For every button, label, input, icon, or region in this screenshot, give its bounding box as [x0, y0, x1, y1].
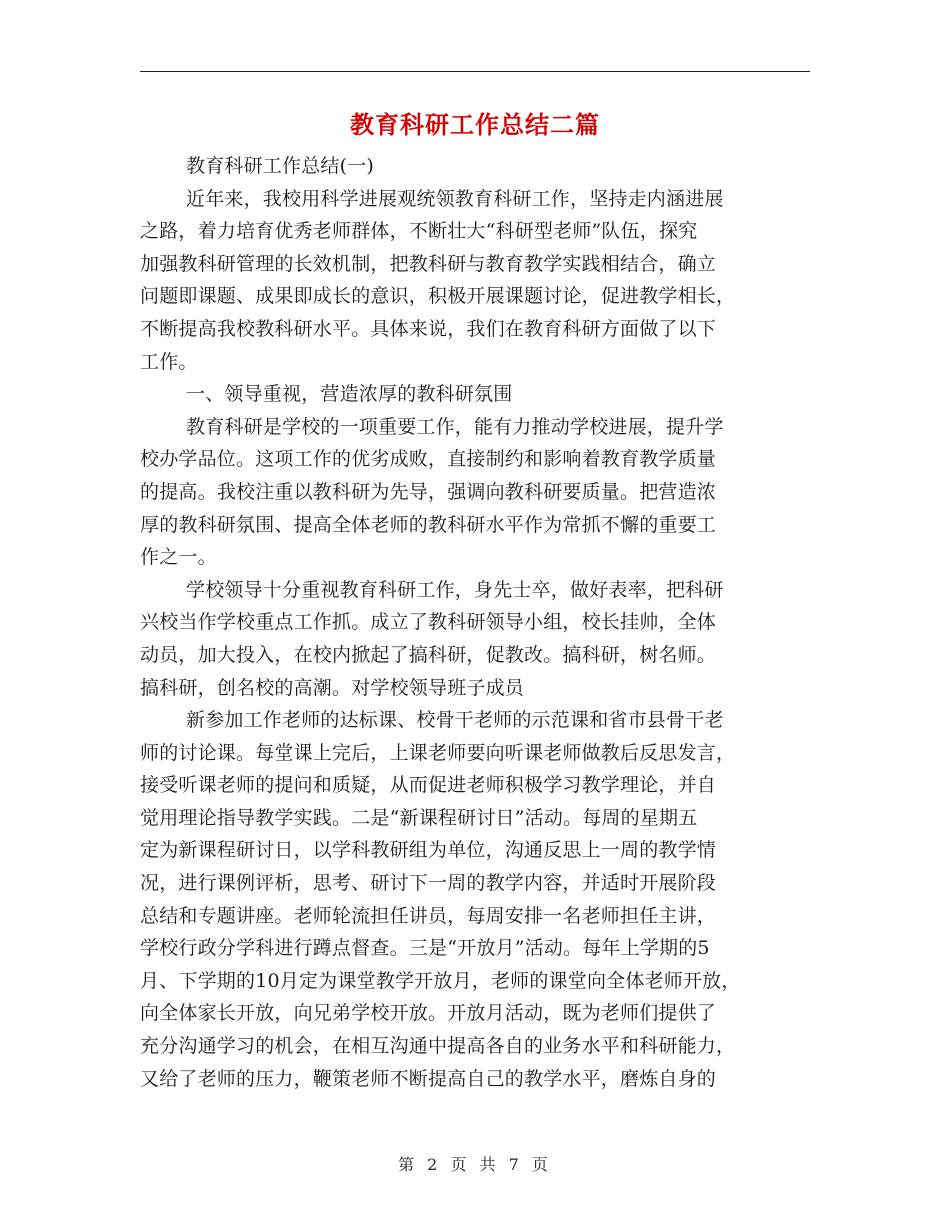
paragraph-line: 教育科研是学校的一项重要工作，能有力推动学校进展，提升学	[186, 415, 724, 438]
paragraph-line: 学校领导十分重视教育科研工作，身先士卒，做好表率，把科研	[186, 578, 724, 601]
paragraph-line: 新参加工作老师的达标课、校骨干老师的示范课和省市县骨干老	[186, 709, 724, 732]
paragraph-line: 向全体家长开放，向兄弟学校开放。开放月活动，既为老师们提供了	[140, 1002, 717, 1025]
subtitle-line: 教育科研工作总结(一)	[186, 155, 375, 177]
paragraph-line: 问题即课题、成果即成长的意识，积极开展课题讨论，促进教学相长，	[140, 285, 736, 308]
paragraph-line: 之路，着力培育优秀老师群体，不断壮大“科研型老师”队伍，探究	[140, 220, 698, 243]
paragraph-line: 近年来，我校用科学进展观统领教育科研工作，坚持走内涵进展	[186, 187, 724, 210]
header-rule	[140, 71, 810, 72]
paragraph-line: 接受听课老师的提问和质疑，从而促进老师积极学习教学理论，并自	[140, 774, 717, 797]
page-number-footer: 第 2 页 共 7 页	[398, 1155, 552, 1174]
paragraph-line: 师的讨论课。每堂课上完后，上课老师要向听课老师做教后反思发言，	[140, 741, 736, 764]
paragraph-line: 校办学品位。这项工作的优劣成败，直接制约和影响着教育教学质量	[140, 448, 717, 471]
paragraph-line: 学校行政分学科进行蹲点督查。三是“开放月”活动。每年上学期的5	[140, 937, 710, 960]
paragraph-line: 的提高。我校注重以教科研为先导，强调向教科研要质量。把营造浓	[140, 480, 717, 503]
paragraph-line: 不断提高我校教科研水平。具体来说，我们在教育科研方面做了以下	[140, 317, 717, 340]
paragraph-line: 况，进行课例评析，思考、研讨下一周的教学内容，并适时开展阶段	[140, 872, 717, 895]
paragraph-line: 厚的教科研氛围、提高全体老师的教科研水平作为常抓不懈的重要工	[140, 513, 717, 536]
section-heading: 一、领导重视，营造浓厚的教科研氛围	[186, 383, 513, 406]
paragraph-line: 工作。	[140, 350, 198, 373]
paragraph-line: 月、下学期的10月定为课堂教学开放月，老师的课堂向全体老师开放，	[140, 969, 741, 992]
document-title: 教育科研工作总结二篇	[350, 110, 600, 139]
paragraph-line: 作之一。	[140, 546, 217, 569]
paragraph-line: 觉用理论指导教学实践。二是“新课程研讨日”活动。每周的星期五	[140, 806, 698, 829]
document-body	[140, 150, 810, 1095]
paragraph-line: 兴校当作学校重点工作抓。成立了教科研领导小组，校长挂帅，全体	[140, 611, 717, 634]
paragraph-line: 定为新课程研讨日，以学科教研组为单位，沟通反思上一周的教学情	[140, 839, 717, 862]
paragraph-line: 总结和专题讲座。老师轮流担任讲员，每周安排一名老师担任主讲，	[140, 904, 717, 927]
paragraph-line: 充分沟通学习的机会，在相互沟通中提高各自的业务水平和科研能力，	[140, 1035, 736, 1058]
paragraph-line: 加强教科研管理的长效机制，把教科研与教育教学实践相结合，确立	[140, 252, 717, 275]
paragraph-line: 又给了老师的压力，鞭策老师不断提高自己的教学水平，磨炼自身的	[140, 1067, 717, 1090]
paragraph-line: 动员，加大投入，在校内掀起了搞科研，促教改。搞科研，树名师。	[140, 643, 717, 666]
paragraph-line: 搞科研，创名校的高潮。对学校领导班子成员	[140, 676, 525, 699]
